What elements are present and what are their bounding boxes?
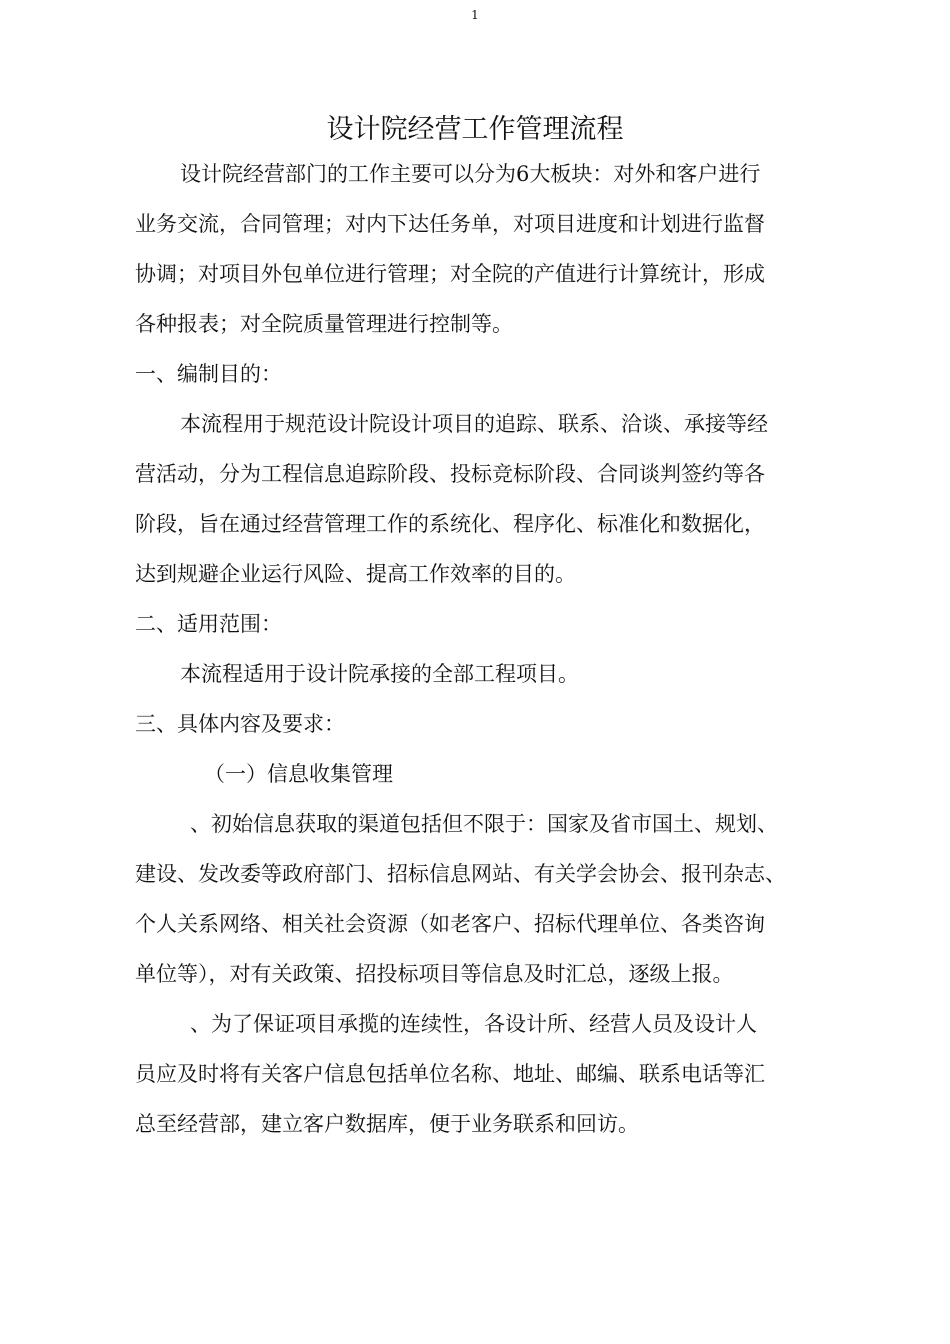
document-title: 设计院经营工作管理流程 — [326, 114, 624, 145]
body-line: 本流程用于规范设计院设计项目的追踪、联系、洽谈、承接等经 — [180, 412, 768, 436]
body-line: 、初始信息获取的渠道包括但不限于：国家及省市国土、规划、 — [190, 812, 778, 836]
body-line: 建设、发改委等政府部门、招标信息网站、有关学会协会、报刊杂志、 — [135, 862, 786, 886]
body-line: 业务交流，合同管理；对内下达任务单，对项目进度和计划进行监督 — [135, 212, 765, 236]
body-line: 营活动，分为工程信息追踪阶段、投标竞标阶段、合同谈判签约等各 — [135, 462, 765, 486]
section-heading: 二、适用范围： — [135, 612, 282, 636]
body-line: 达到规避企业运行风险、提高工作效率的目的。 — [135, 562, 576, 586]
body-line: 本流程适用于设计院承接的全部工程项目。 — [180, 662, 579, 686]
page-number: 1 — [471, 8, 479, 22]
body-line: 设计院经营部门的工作主要可以分为6大板块：对外和客户进行 — [180, 162, 761, 186]
body-line: 个人关系网络、相关社会资源（如老客户、招标代理单位、各类咨询 — [135, 912, 765, 936]
body-line: 协调；对项目外包单位进行管理；对全院的产值进行计算统计，形成 — [135, 262, 765, 286]
subsection-heading: （一）信息收集管理 — [204, 762, 393, 786]
body-line: 阶段，旨在通过经营管理工作的系统化、程序化、标准化和数据化， — [135, 512, 765, 536]
section-heading: 一、编制目的： — [135, 362, 282, 386]
body-line: 总至经营部，建立客户数据库，便于业务联系和回访。 — [135, 1112, 639, 1136]
body-line: 员应及时将有关客户信息包括单位名称、地址、邮编、联系电话等汇 — [135, 1062, 765, 1086]
section-heading: 三、具体内容及要求： — [135, 712, 345, 736]
body-line: 、为了保证项目承揽的连续性，各设计所、经营人员及设计人 — [190, 1012, 757, 1036]
body-line: 单位等），对有关政策、招投标项目等信息及时汇总，逐级上报。 — [135, 962, 734, 986]
body-line: 各种报表；对全院质量管理进行控制等。 — [135, 312, 513, 336]
